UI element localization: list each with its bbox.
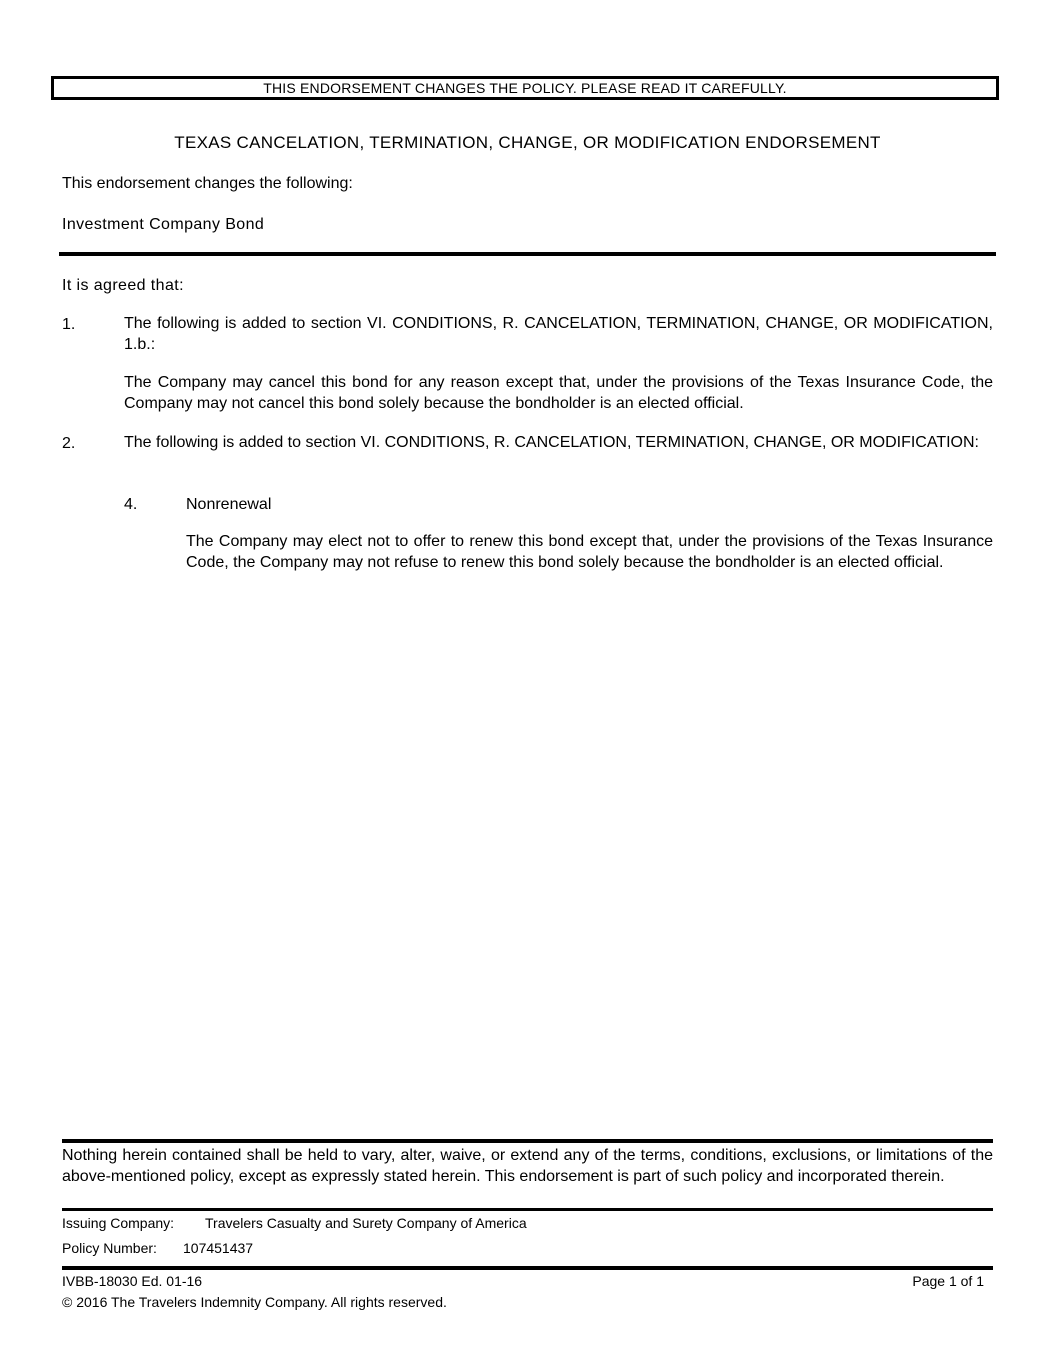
issuing-company-label: Issuing Company:: [62, 1215, 175, 1231]
endorsement-banner: THIS ENDORSEMENT CHANGES THE POLICY. PLEASE READ IT CAREFULLY.: [51, 76, 999, 100]
footer-top-divider: [62, 1139, 993, 1143]
agreed-statement: It is agreed that:: [62, 277, 184, 294]
form-id: IVBB-18030 Ed. 01-16: [62, 1273, 203, 1289]
copyright: © 2016 The Travelers Indemnity Company. All rights reserved.: [62, 1294, 447, 1310]
item-1-text: The following is added to section VI. CONDITIONS, R. CANCELATION, TERMINATION, CHANGE, OR MODIFICATION, 1.b.:: [124, 315, 993, 353]
item-1-number: 1.: [62, 316, 76, 333]
item-2-text: The following is added to section VI. CONDITIONS, R. CANCELATION, TERMINATION, CHANGE, OR MODIFICATION:: [124, 434, 979, 451]
footer-disclaimer: Nothing herein contained shall be held to vary, alter, waive, or extend any of the terms, conditions, exclusions, or limitations of the above-mentioned policy, except as expressly stated herein. This endorsement is part of such policy and incorporated therein.: [62, 1147, 993, 1185]
changes-intro: This endorsement changes the following:: [62, 175, 353, 192]
policy-number-value: 107451437: [183, 1240, 254, 1256]
coverage-part: Investment Company Bond: [62, 216, 265, 233]
document-title: TEXAS CANCELATION, TERMINATION, CHANGE, OR MODIFICATION ENDORSEMENT: [174, 133, 881, 152]
subitem-4-text: The Company may elect not to offer to renew this bond except that, under the provisions of the Texas Insurance Code, the Company may not refuse to renew this bond solely because the bondholder is an elected official.: [186, 533, 993, 571]
footer-bottom-divider: [62, 1266, 993, 1270]
subitem-4-number: 4.: [124, 496, 138, 513]
policy-number-label: Policy Number:: [62, 1240, 157, 1256]
item-1-detail: The Company may cancel this bond for any reason except that, under the provisions of the Texas Insurance Code, the Company may not cancel this bond solely because the bondholder is an elected official.: [124, 374, 993, 412]
page-indicator: Page 1 of 1: [912, 1273, 984, 1289]
footer-mid-divider: [62, 1208, 993, 1211]
subitem-4-heading: Nonrenewal: [186, 496, 272, 513]
header-divider: [59, 252, 996, 256]
issuing-company-value: Travelers Casualty and Surety Company of America: [205, 1215, 527, 1231]
item-2-number: 2.: [62, 435, 76, 452]
